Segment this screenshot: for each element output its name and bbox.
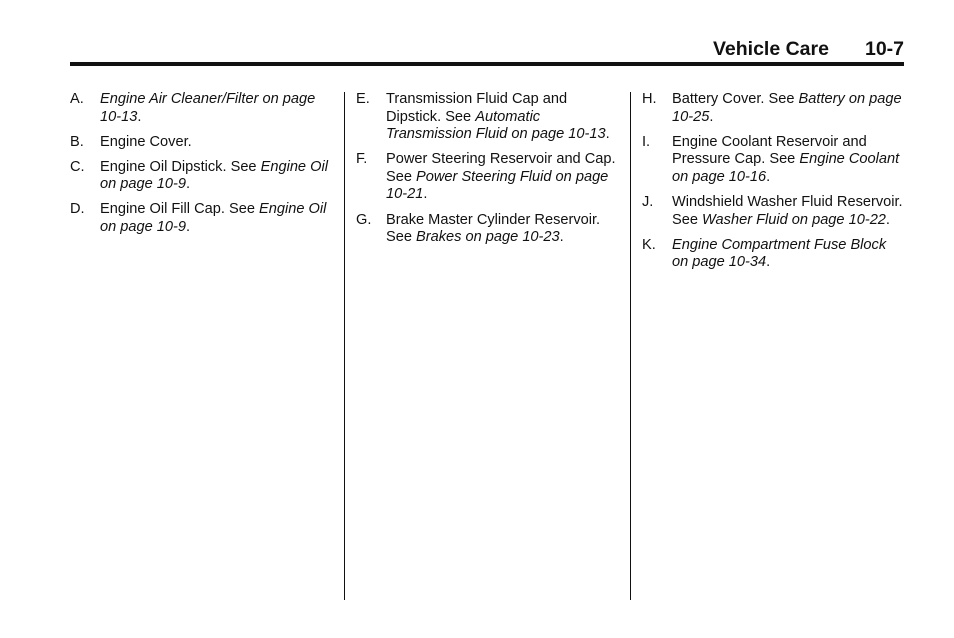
item-letter: E. bbox=[356, 91, 370, 107]
item-reference-text: Brakes on page 10-23 bbox=[416, 229, 560, 246]
list-item bbox=[70, 91, 332, 126]
item-reference-text: Engine Air Cleaner/Filter on page 10-13 bbox=[100, 91, 316, 125]
item-plain-text: Brake Master Cylinder Reservoir. See bbox=[386, 211, 601, 246]
item-plain-text: Engine Oil Dipstick. See bbox=[100, 158, 261, 175]
item-plain-text: . bbox=[766, 254, 771, 271]
item-letter: G. bbox=[356, 211, 372, 228]
item-text bbox=[100, 201, 332, 236]
page-number: 10-7 bbox=[864, 38, 904, 60]
list-item bbox=[642, 91, 904, 126]
header-rule bbox=[70, 62, 904, 66]
item-plain-text: Engine Cover. bbox=[100, 133, 192, 150]
item-plain-text: Battery Cover. See bbox=[672, 91, 799, 107]
column-divider bbox=[630, 92, 631, 600]
item-reference-text: Power Steering Fluid on page 10-21 bbox=[386, 168, 609, 203]
item-letter: C. bbox=[70, 158, 85, 175]
item-text bbox=[672, 237, 904, 272]
item-reference-text: Engine Coolant on page 10-16 bbox=[672, 151, 900, 185]
item-letter: I. bbox=[642, 133, 651, 150]
item-text bbox=[386, 151, 618, 204]
item-text bbox=[100, 91, 332, 126]
list-item bbox=[642, 194, 904, 229]
list-item bbox=[356, 91, 618, 144]
item-letter: B. bbox=[70, 133, 84, 150]
item-plain-text: Power Steering Reservoir and Cap. See bbox=[386, 151, 616, 185]
item-letter: F. bbox=[356, 151, 368, 168]
item-reference-text: Automatic Transmission Fluid on page 10-13 bbox=[386, 108, 606, 143]
item-plain-text: . bbox=[605, 126, 610, 143]
column-divider bbox=[344, 92, 345, 600]
item-letter: J. bbox=[642, 193, 654, 210]
item-plain-text: . bbox=[423, 186, 428, 203]
item-plain-text: . bbox=[885, 211, 890, 228]
item-plain-text: Engine Oil Fill Cap. See bbox=[100, 201, 259, 218]
item-reference-text: Washer Fluid on page 10-22 bbox=[702, 211, 886, 228]
list-item bbox=[642, 134, 904, 187]
list-item bbox=[356, 151, 618, 204]
section-title: Vehicle Care bbox=[712, 38, 829, 60]
list-item bbox=[356, 212, 618, 247]
item-reference-text: Engine Oil on page 10-9 bbox=[100, 158, 328, 193]
item-text bbox=[672, 134, 904, 187]
column-2 bbox=[356, 91, 618, 254]
item-text bbox=[386, 212, 618, 247]
list-item bbox=[70, 134, 332, 152]
item-text bbox=[100, 134, 332, 152]
column-3 bbox=[642, 91, 904, 279]
page-header bbox=[70, 38, 904, 62]
item-plain-text: . bbox=[559, 229, 564, 246]
list-item bbox=[642, 237, 904, 272]
item-plain-text: . bbox=[186, 219, 191, 236]
item-text bbox=[672, 91, 904, 126]
list-item bbox=[70, 159, 332, 194]
item-letter: H. bbox=[642, 91, 657, 107]
item-letter: K. bbox=[642, 236, 656, 253]
item-text bbox=[386, 91, 618, 144]
item-reference-text: Engine Oil on page 10-9 bbox=[100, 201, 327, 236]
item-plain-text: . bbox=[186, 176, 191, 193]
column-1 bbox=[70, 91, 332, 244]
item-letter: D. bbox=[70, 201, 85, 218]
item-reference-text: Engine Compartment Fuse Block on page 10-34 bbox=[672, 236, 887, 271]
item-plain-text: . bbox=[137, 108, 142, 125]
item-letter: A. bbox=[70, 91, 84, 107]
list-item bbox=[70, 201, 332, 236]
item-plain-text: Transmission Fluid Cap and Dipstick. See bbox=[386, 91, 568, 125]
item-plain-text: . bbox=[766, 168, 771, 185]
item-plain-text: . bbox=[709, 108, 714, 125]
item-text bbox=[672, 194, 904, 229]
item-reference-text: Battery on page 10-25 bbox=[672, 91, 902, 125]
item-plain-text: Engine Coolant Reservoir and Pressure Cap. See bbox=[672, 133, 867, 168]
item-plain-text: Windshield Washer Fluid Reservoir. See bbox=[672, 193, 903, 228]
item-text bbox=[100, 159, 332, 194]
